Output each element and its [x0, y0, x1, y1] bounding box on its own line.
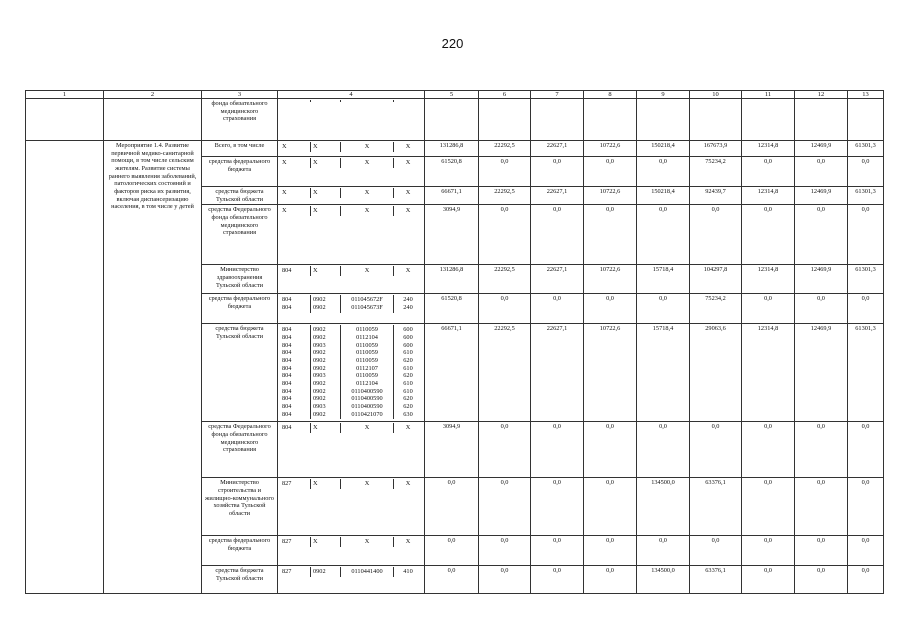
amount-cell: 29063,6: [690, 324, 742, 422]
amount-cell: 150218,4: [637, 141, 690, 157]
amount-cell: 0,0: [479, 157, 531, 187]
classification-code: [394, 100, 422, 102]
classification-code: 0902: [311, 567, 341, 577]
amount-cell: 0,0: [479, 536, 531, 566]
amount-cell: 0,0: [848, 566, 884, 594]
amount-cell: 0,0: [742, 478, 795, 536]
amount-cell: 0,0: [795, 536, 848, 566]
classification-code: X: [341, 537, 394, 547]
classification-code: [341, 100, 394, 102]
amount-cell: 0,0: [848, 422, 884, 478]
amount-cell: 0,0: [584, 566, 637, 594]
amount-cell: 134500,0: [637, 566, 690, 594]
amount-cell: 0,0: [795, 205, 848, 265]
event-title: Мероприятие 1.4. Развитие первичной медико-санитарной помощи, в том числе сельским жителям. Развитие системы раннего выявления заболеваний, патологических состояний и факторов риска их развития, включая диспансеризацию населения, в том числе у детей: [104, 141, 202, 594]
cell-col2: [104, 99, 202, 141]
funding-source: средства бюджета Тульской области: [202, 187, 278, 205]
classification-code: X: [341, 142, 394, 152]
funding-source: средства федерального бюджета: [202, 157, 278, 187]
classification-code: 0902 0902: [311, 295, 341, 312]
amount-cell: [742, 99, 795, 141]
amount-cell: 22292,5: [479, 265, 531, 294]
funding-source: Всего, в том числе: [202, 141, 278, 157]
amount-cell: 61301,3: [848, 265, 884, 294]
budget-classification: [278, 536, 425, 566]
header-cell: 11: [742, 91, 795, 99]
amount-cell: 22292,5: [479, 187, 531, 205]
amount-cell: 3094,9: [425, 205, 479, 265]
page-number: 220: [441, 36, 464, 51]
header-cell: 5: [425, 91, 479, 99]
classification-code: X: [280, 188, 311, 198]
header-cell: 2: [104, 91, 202, 99]
budget-classification: [278, 157, 425, 187]
amount-cell: [531, 99, 584, 141]
amount-cell: 22627,1: [531, 187, 584, 205]
classification-code: X: [311, 188, 341, 198]
amount-cell: 131286,8: [425, 141, 479, 157]
classification-code: 804: [280, 423, 311, 433]
amount-cell: 12469,9: [795, 324, 848, 422]
budget-classification: [278, 294, 425, 324]
classification-code: 240 240: [403, 296, 413, 312]
amount-cell: 12469,9: [795, 187, 848, 205]
amount-cell: 75234,2: [690, 157, 742, 187]
budget-classification: [278, 187, 425, 205]
amount-cell: 0,0: [584, 478, 637, 536]
amount-cell: 0,0: [742, 422, 795, 478]
amount-cell: 61301,3: [848, 141, 884, 157]
budget-classification: [278, 566, 425, 594]
amount-cell: 0,0: [795, 157, 848, 187]
amount-cell: 0,0: [690, 205, 742, 265]
classification-code: X: [311, 206, 341, 216]
funding-source: средства бюджета Тульской области: [202, 566, 278, 594]
amount-cell: [795, 99, 848, 141]
amount-cell: 0,0: [637, 536, 690, 566]
cell-col1: [26, 141, 104, 594]
amount-cell: 12314,8: [742, 324, 795, 422]
funding-source: средства федерального бюджета: [202, 536, 278, 566]
amount-cell: 0,0: [479, 294, 531, 324]
amount-cell: 134500,0: [637, 478, 690, 536]
header-cell: 1: [26, 91, 104, 99]
amount-cell: 0,0: [425, 536, 479, 566]
classification-code: 804: [280, 266, 311, 276]
amount-cell: 0,0: [795, 422, 848, 478]
classification-code: 0902 0902 0903 0902 0902 0902 0903 0902 0902 0902 0903 0902: [311, 325, 341, 419]
classification-code: X: [280, 158, 311, 168]
classification-code: 0110441400: [341, 567, 394, 577]
amount-cell: 0,0: [637, 205, 690, 265]
classification-code: X: [341, 423, 394, 433]
amount-cell: 22627,1: [531, 141, 584, 157]
amount-cell: 12314,8: [742, 265, 795, 294]
amount-cell: [690, 99, 742, 141]
amount-cell: 0,0: [479, 205, 531, 265]
header-cell: 9: [637, 91, 690, 99]
amount-cell: [637, 99, 690, 141]
header-cell: 13: [848, 91, 884, 99]
amount-cell: 0,0: [742, 157, 795, 187]
amount-cell: 0,0: [848, 157, 884, 187]
amount-cell: 0,0: [584, 422, 637, 478]
amount-cell: 0,0: [584, 157, 637, 187]
header-cell: 7: [531, 91, 584, 99]
amount-cell: 0,0: [795, 566, 848, 594]
amount-cell: 63376,1: [690, 566, 742, 594]
amount-cell: 0,0: [531, 478, 584, 536]
classification-code: X: [311, 142, 341, 152]
classification-code: X: [405, 267, 411, 275]
amount-cell: 61301,3: [848, 187, 884, 205]
amount-cell: 61520,8: [425, 294, 479, 324]
amount-cell: 61301,3: [848, 324, 884, 422]
classification-code: X: [405, 538, 411, 546]
classification-code: 827: [280, 567, 311, 577]
amount-cell: 0,0: [531, 422, 584, 478]
amount-cell: 61520,8: [425, 157, 479, 187]
classification-code: X: [405, 424, 411, 432]
amount-cell: 10722,6: [584, 187, 637, 205]
classification-code: X: [311, 537, 341, 547]
budget-classification: [278, 205, 425, 265]
classification-code: X: [341, 206, 394, 216]
amount-cell: [425, 99, 479, 141]
header-cell: 10: [690, 91, 742, 99]
budget-classification: [278, 324, 425, 422]
classification-code: X: [341, 266, 394, 276]
amount-cell: 150218,4: [637, 187, 690, 205]
header-row: [26, 91, 884, 99]
classification-code: X: [405, 207, 411, 215]
amount-cell: 0,0: [848, 205, 884, 265]
classification-code: X: [341, 479, 394, 489]
table-row: [26, 141, 884, 157]
amount-cell: 0,0: [742, 294, 795, 324]
classification-code: 600 600 600 610 620 610 620 610 610 620 620 630: [403, 326, 413, 418]
amount-cell: 12469,9: [795, 265, 848, 294]
amount-cell: 0,0: [742, 205, 795, 265]
amount-cell: 15718,4: [637, 265, 690, 294]
amount-cell: 22627,1: [531, 324, 584, 422]
funding-source: средства Федерального фонда обязательного медицинского страхования: [202, 422, 278, 478]
classification-code: 804 804: [280, 295, 311, 312]
amount-cell: 0,0: [742, 566, 795, 594]
amount-cell: 0,0: [531, 536, 584, 566]
classification-code: X: [311, 266, 341, 276]
header-cell: 8: [584, 91, 637, 99]
amount-cell: 12469,9: [795, 141, 848, 157]
amount-cell: 22292,5: [479, 141, 531, 157]
amount-cell: 131286,8: [425, 265, 479, 294]
amount-cell: 0,0: [690, 536, 742, 566]
amount-cell: 0,0: [637, 157, 690, 187]
amount-cell: 75234,2: [690, 294, 742, 324]
classification-code: 0110059 0112104 0110059 0110059 0110059 0112107 0110059 0112104 0110400590 0110400590 0110400590 0110421070: [341, 325, 394, 419]
amount-cell: 0,0: [479, 422, 531, 478]
funding-source: средства Федерального фонда обязательного медицинского страхования: [202, 205, 278, 265]
budget-classification: [278, 422, 425, 478]
classification-code: X: [341, 158, 394, 168]
classification-code: X: [311, 158, 341, 168]
amount-cell: 10722,6: [584, 141, 637, 157]
amount-cell: 92439,7: [690, 187, 742, 205]
amount-cell: 66671,1: [425, 187, 479, 205]
classification-code: X: [405, 159, 411, 166]
amount-cell: 12314,8: [742, 141, 795, 157]
classification-code: 804 804 804 804 804 804 804 804 804 804 804 804: [280, 325, 311, 419]
amount-cell: 0,0: [584, 294, 637, 324]
classification-code: X: [405, 189, 411, 196]
table-row: [26, 99, 884, 141]
funding-source: Министерство здравоохранения Тульской области: [202, 265, 278, 294]
amount-cell: 0,0: [637, 422, 690, 478]
cell-col1: [26, 99, 104, 141]
budget-classification: [278, 265, 425, 294]
classification-code: X: [405, 480, 411, 488]
amount-cell: 0,0: [795, 294, 848, 324]
amount-cell: 0,0: [690, 422, 742, 478]
amount-cell: 22292,5: [479, 324, 531, 422]
amount-cell: 63376,1: [690, 478, 742, 536]
amount-cell: 10722,6: [584, 324, 637, 422]
classification-code: 827: [280, 537, 311, 547]
header-cell: 4: [278, 91, 425, 99]
amount-cell: 3094,9: [425, 422, 479, 478]
amount-cell: 15718,4: [637, 324, 690, 422]
header-cell: 12: [795, 91, 848, 99]
amount-cell: 0,0: [479, 478, 531, 536]
header-cell: 6: [479, 91, 531, 99]
budget-table: [25, 90, 884, 594]
amount-cell: [479, 99, 531, 141]
amount-cell: 12314,8: [742, 187, 795, 205]
amount-cell: [584, 99, 637, 141]
amount-cell: 22627,1: [531, 265, 584, 294]
classification-code: [311, 100, 341, 102]
amount-cell: 0,0: [425, 478, 479, 536]
amount-cell: 167673,9: [690, 141, 742, 157]
amount-cell: 0,0: [531, 566, 584, 594]
budget-classification: [278, 141, 425, 157]
amount-cell: 0,0: [848, 536, 884, 566]
amount-cell: 0,0: [531, 157, 584, 187]
classification-code: 410: [403, 568, 413, 576]
amount-cell: 104297,8: [690, 265, 742, 294]
funding-source: Министерство строительства и жилищно-коммунального хозяйства Тульской области: [202, 478, 278, 536]
classification-code: X: [280, 142, 311, 152]
amount-cell: 0,0: [848, 478, 884, 536]
amount-cell: 0,0: [531, 294, 584, 324]
amount-cell: 0,0: [479, 566, 531, 594]
amount-cell: 0,0: [584, 205, 637, 265]
amount-cell: 0,0: [848, 294, 884, 324]
amount-cell: 0,0: [742, 536, 795, 566]
classification-code: X: [280, 206, 311, 216]
amount-cell: 0,0: [795, 478, 848, 536]
amount-cell: 0,0: [584, 536, 637, 566]
funding-source: средства федерального бюджета: [202, 294, 278, 324]
classification-code: X: [405, 143, 411, 150]
classification-code: [280, 100, 311, 102]
classification-code: 827: [280, 479, 311, 489]
header-cell: 3: [202, 91, 278, 99]
amount-cell: 0,0: [637, 294, 690, 324]
amount-cell: 66671,1: [425, 324, 479, 422]
budget-classification: [278, 99, 425, 141]
classification-code: X: [311, 423, 341, 433]
classification-code: 011045672F 011045673F: [341, 295, 394, 312]
amount-cell: 10722,6: [584, 265, 637, 294]
amount-cell: 0,0: [531, 205, 584, 265]
funding-source: фонда обязательного медицинского страхования: [202, 99, 278, 141]
classification-code: X: [311, 479, 341, 489]
funding-source: средства бюджета Тульской области: [202, 324, 278, 422]
amount-cell: [848, 99, 884, 141]
budget-classification: [278, 478, 425, 536]
classification-code: X: [341, 188, 394, 198]
amount-cell: 0,0: [425, 566, 479, 594]
